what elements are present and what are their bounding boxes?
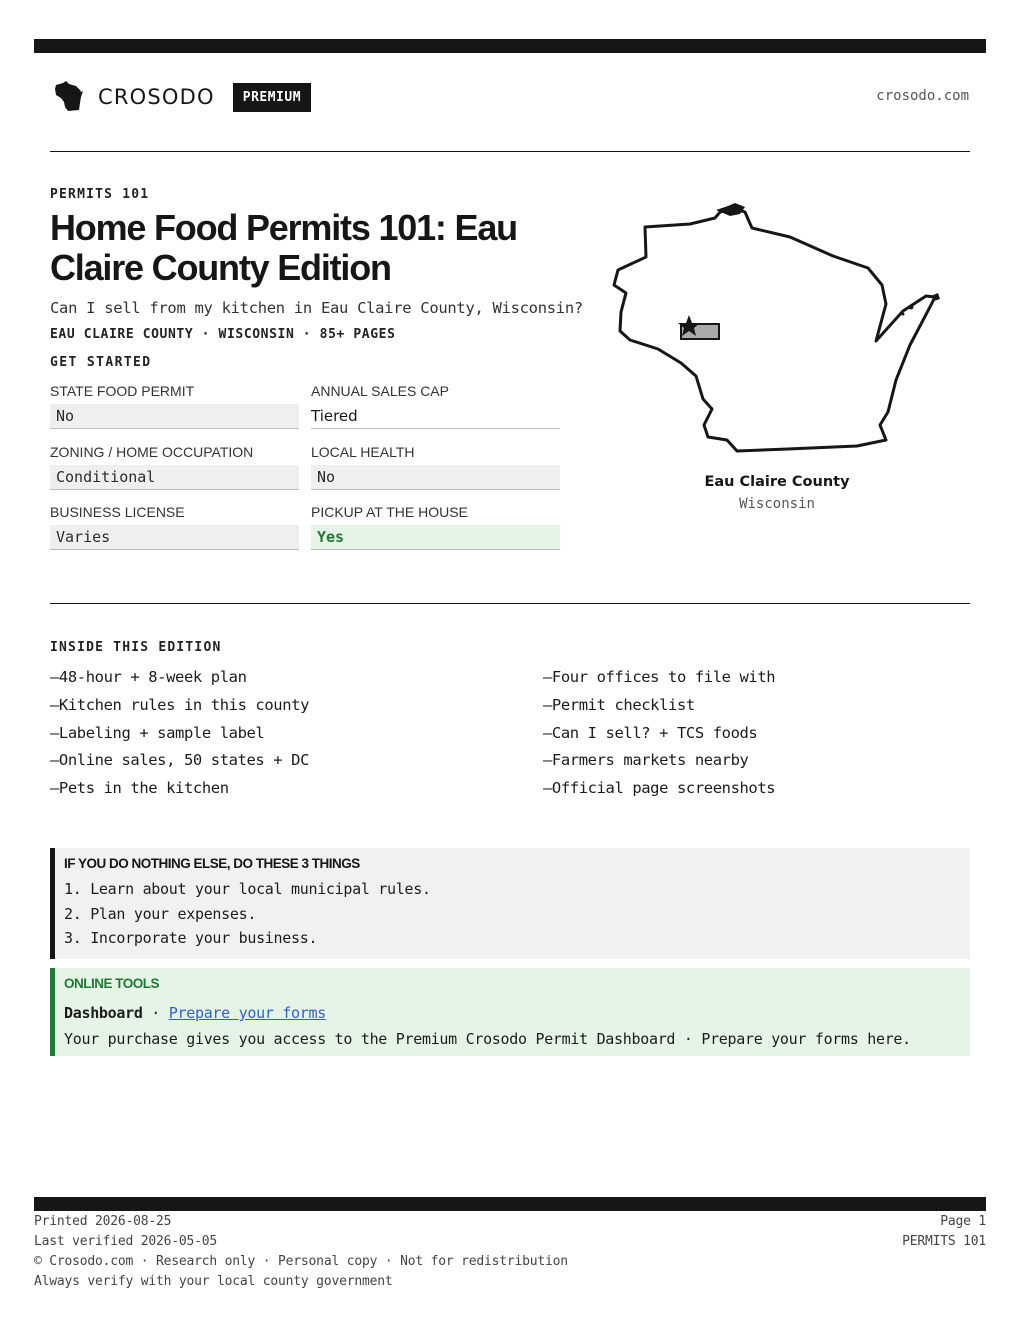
- field-label: ZONING / HOME OCCUPATION: [50, 444, 254, 460]
- field-local-health: [311, 443, 560, 490]
- wisconsin-silhouette-icon: [54, 80, 86, 114]
- footer-section: PERMITS 101: [902, 1234, 986, 1249]
- footer-right: [902, 1213, 986, 1253]
- field-value: Varies: [50, 525, 299, 549]
- field-value: No: [311, 465, 560, 489]
- separator: ·: [142, 1004, 169, 1022]
- field-business-license: [50, 503, 299, 550]
- toc-item: —Official page screenshots: [543, 779, 776, 798]
- premium-badge: PREMIUM: [233, 83, 311, 112]
- island-dot: [909, 305, 914, 310]
- edition-meta: EAU CLAIRE COUNTY · WISCONSIN · 85+ PAGES: [50, 327, 396, 342]
- state-map: [610, 200, 950, 460]
- page-number: Page 1: [940, 1214, 986, 1229]
- inside-heading: INSIDE THIS EDITION: [50, 640, 222, 655]
- section-divider: [50, 603, 970, 604]
- toc-item: —48-hour + 8-week plan: [50, 668, 247, 686]
- site-url[interactable]: crosodo.com: [876, 88, 969, 104]
- dashboard-label: Dashboard: [64, 1004, 143, 1022]
- field-value: No: [50, 404, 299, 428]
- field-state-food-permit: [50, 382, 299, 429]
- toc-item: —Four offices to file with: [543, 668, 776, 686]
- map-state-label: Wisconsin: [739, 496, 815, 512]
- field-label: LOCAL HEALTH: [311, 444, 415, 460]
- toc-item: —Labeling + sample label: [50, 723, 265, 742]
- map-county-label: Eau Claire County: [704, 474, 850, 490]
- online-tools-box: [50, 968, 970, 1056]
- header-divider: [50, 151, 970, 152]
- toc-item: —Online sales, 50 states + DC: [50, 751, 310, 770]
- bottom-bar: [34, 1197, 986, 1211]
- toc-item: —Can I sell? + TCS foods: [543, 723, 758, 742]
- toc-right: [543, 666, 775, 805]
- subtitle: Can I sell from my kitchen in Eau Claire County, Wisconsin?: [50, 299, 583, 317]
- field-pickup: [311, 503, 560, 550]
- eyebrow: PERMITS 101: [50, 187, 150, 202]
- verify-note: Always verify with your local county government: [34, 1274, 393, 1289]
- do-item: 1. Learn about your local municipal rules.: [64, 880, 431, 898]
- do-item: 2. Plan your expenses.: [64, 904, 257, 923]
- northern-islands: [716, 203, 745, 216]
- verified-date: Last verified 2026-05-05: [34, 1234, 218, 1249]
- do-these-box: [50, 848, 970, 959]
- toc-item: —Farmers markets nearby: [543, 751, 749, 770]
- do-these-list: [64, 879, 970, 953]
- field-zoning: [50, 443, 299, 490]
- tools-description: Your purchase gives you access to the Premium Crosodo Permit Dashboard · Prepare your forms here.: [64, 1030, 911, 1048]
- toc-item: —Permit checklist: [543, 695, 695, 714]
- island-dot: [902, 313, 905, 316]
- prepare-forms-link[interactable]: Prepare your forms: [168, 1004, 326, 1022]
- toc-item: —Pets in the kitchen: [50, 779, 229, 798]
- field-label: PICKUP AT THE HOUSE: [311, 504, 468, 520]
- footer-left: [34, 1213, 568, 1293]
- tools-links: [64, 1001, 970, 1027]
- field-annual-sales-cap: [311, 382, 560, 429]
- page-title: Home Food Permits 101: Eau Claire County Edition: [50, 207, 517, 288]
- toc-item: —Kitchen rules in this county: [50, 695, 310, 714]
- brand-name: CROSODO: [98, 85, 215, 109]
- field-value: Tiered: [311, 407, 358, 425]
- get-started-heading: GET STARTED: [50, 355, 152, 370]
- field-label: BUSINESS LICENSE: [50, 504, 185, 520]
- do-these-heading: IF YOU DO NOTHING ELSE, DO THESE 3 THINGS: [64, 856, 360, 871]
- field-value: Yes: [311, 525, 560, 549]
- copyright: © Crosodo.com · Research only · Personal copy · Not for redistribution: [34, 1254, 568, 1269]
- field-label: STATE FOOD PERMIT: [50, 383, 195, 399]
- do-item: 3. Incorporate your business.: [64, 929, 318, 947]
- printed-date: Printed 2026-08-25: [34, 1214, 172, 1229]
- field-value: Conditional: [50, 465, 299, 489]
- field-label: ANNUAL SALES CAP: [311, 383, 449, 399]
- online-tools-heading: ONLINE TOOLS: [64, 976, 160, 991]
- top-bar: [34, 39, 986, 53]
- state-outline: [614, 208, 935, 451]
- toc-left: [50, 666, 309, 805]
- brand[interactable]: [54, 81, 311, 113]
